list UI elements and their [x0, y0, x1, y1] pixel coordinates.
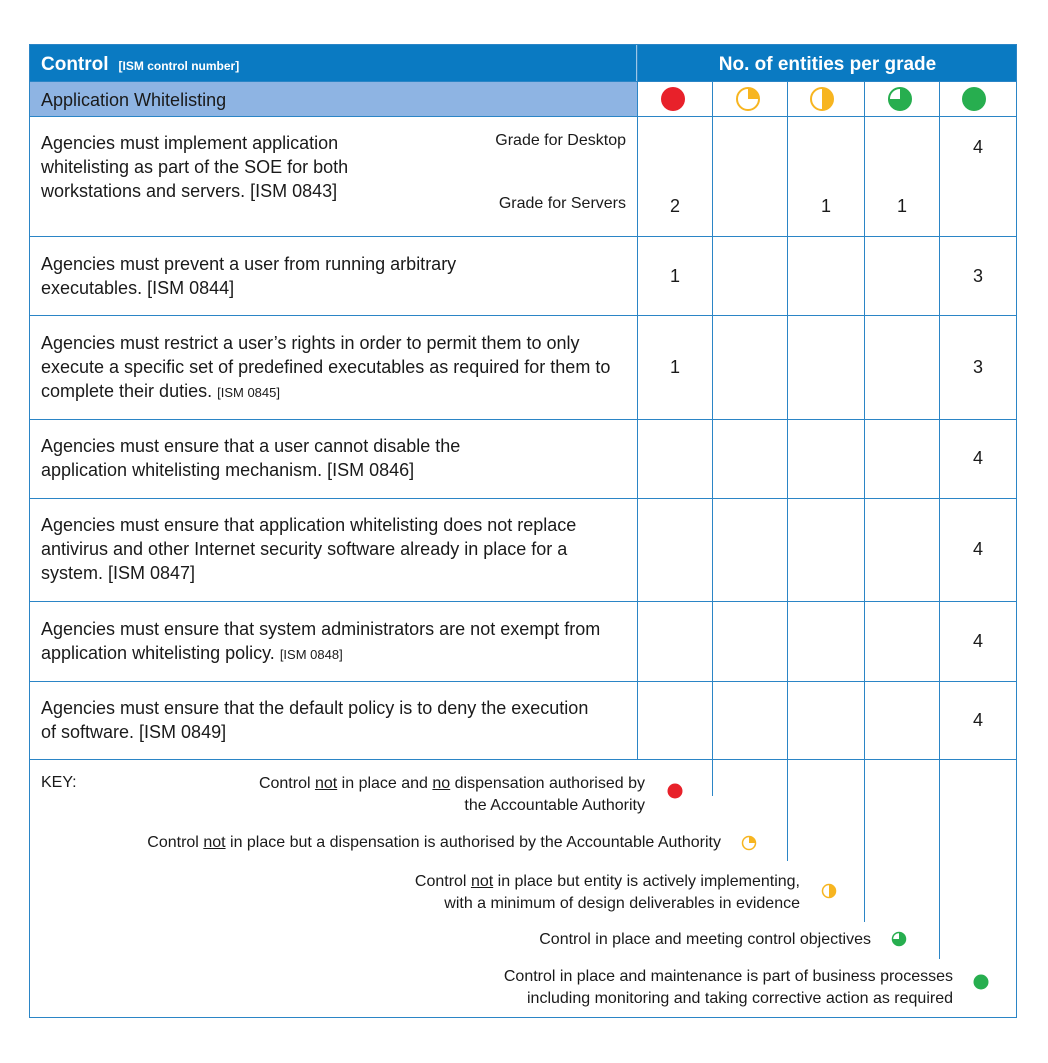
control-text [41, 331, 631, 405]
grid-hline [30, 236, 1016, 237]
key-text-part: the Accountable Authority [464, 797, 645, 814]
control-text [41, 617, 601, 667]
grade-count: 4 [972, 631, 983, 651]
grid-vline [787, 81, 788, 861]
control-text: Agencies must ensure that the default policy is to deny the execution of software. [ISM 0849] [41, 698, 589, 742]
grid-hline [30, 116, 1016, 117]
key-text-part: in place and [337, 775, 433, 792]
control-ref: [ISM 0848] [279, 647, 343, 662]
grade-count: 1 [820, 196, 831, 216]
grid-vline [637, 45, 638, 760]
key-text-part: Control in place and meeting control objectives [539, 931, 871, 948]
grid-vline [939, 81, 940, 959]
control-text-body: Agencies must ensure that system administrators are not exempt from application whitelisting policy. [41, 619, 601, 663]
grade-servers-label: Grade for Servers [498, 195, 626, 212]
control-header [41, 54, 239, 76]
grid-hline [30, 81, 1016, 82]
key-full-text [504, 966, 953, 1010]
control-text: Agencies must prevent a user from running arbitrary executables. [ISM 0844] [41, 254, 457, 298]
grade-count: 1 [669, 266, 680, 286]
grade-desktop-label: Grade for Desktop [495, 132, 626, 149]
section-title-cell [30, 81, 637, 116]
grid-hline [30, 601, 1016, 602]
red-circle-icon [667, 783, 683, 799]
grade-count: 4 [972, 539, 983, 559]
green-three-quarter-pie-icon [891, 931, 907, 947]
key-text-part: Control [147, 834, 204, 851]
key-text-part: in place but entity is actively implementing, [493, 873, 800, 890]
table-header [30, 45, 1016, 81]
key-text-part: Control [258, 775, 315, 792]
section-title: Application Whitelisting [41, 90, 227, 110]
control-label: Control [41, 54, 109, 75]
control-text: Agencies must implement application whitelisting as part of the SOE for both workstations and servers. [ISM 0843] [41, 133, 349, 201]
grid-hline [30, 498, 1016, 499]
key-text-underline: not [314, 775, 338, 792]
key-three-quarter-text [539, 929, 871, 951]
grade-count: 3 [972, 357, 983, 377]
grade-count: 1 [669, 357, 680, 377]
grid-vline [712, 81, 713, 796]
grade-count: 4 [972, 710, 983, 730]
green-full-circle-icon [973, 974, 989, 990]
grade-count: 4 [972, 448, 983, 468]
amber-half-pie-icon [821, 883, 837, 899]
amber-half-pie-icon [809, 86, 835, 112]
key-label: KEY: [41, 774, 77, 791]
grade-count: 4 [972, 137, 983, 157]
key-text-underline: no [432, 775, 451, 792]
key-half-text [415, 871, 800, 915]
grade-count: 3 [972, 266, 983, 286]
key-text-part: with a minimum of design deliverables in evidence [444, 895, 800, 912]
control-text: Agencies must ensure that a user cannot disable the application whitelisting mechanism. [ISM 0846] [41, 436, 461, 480]
amber-quarter-pie-icon [735, 86, 761, 112]
key-text-part: including monitoring and taking corrective action as required [526, 990, 953, 1007]
key-text-underline: not [470, 873, 494, 890]
grid-hline [30, 419, 1016, 420]
key-text-part: Control in place and maintenance is part of business processes [503, 968, 953, 985]
control-text: Agencies must ensure that application whitelisting does not replace antivirus and other Internet security software already in place for a system. [ISM 0847] [41, 515, 577, 583]
green-full-circle-icon [961, 86, 987, 112]
key-text-part: in place but a dispensation is authorised by the Accountable Authority [225, 834, 721, 851]
grades-header: No. of entities per grade [718, 54, 937, 75]
control-text-body: Agencies must restrict a user’s rights in order to permit them to only execute a specific set of predefined executables as required for them to complete their duties. [41, 333, 611, 401]
red-circle-icon [660, 86, 686, 112]
grid-hline [30, 315, 1016, 316]
grade-count: 2 [669, 196, 680, 216]
key-quarter-text [147, 832, 721, 854]
key-text-part: dispensation authorised by [450, 775, 645, 792]
key-text-part: Control [414, 873, 471, 890]
amber-quarter-pie-icon [741, 835, 757, 851]
green-three-quarter-pie-icon [887, 86, 913, 112]
grid-hline [30, 681, 1016, 682]
control-ref: [ISM 0845] [217, 385, 280, 400]
key-red-text [259, 773, 645, 817]
grid-hline [30, 759, 1016, 760]
grade-count: 1 [896, 196, 907, 216]
control-sub-label: [ISM control number] [118, 59, 240, 73]
key-text-underline: not [203, 834, 226, 851]
